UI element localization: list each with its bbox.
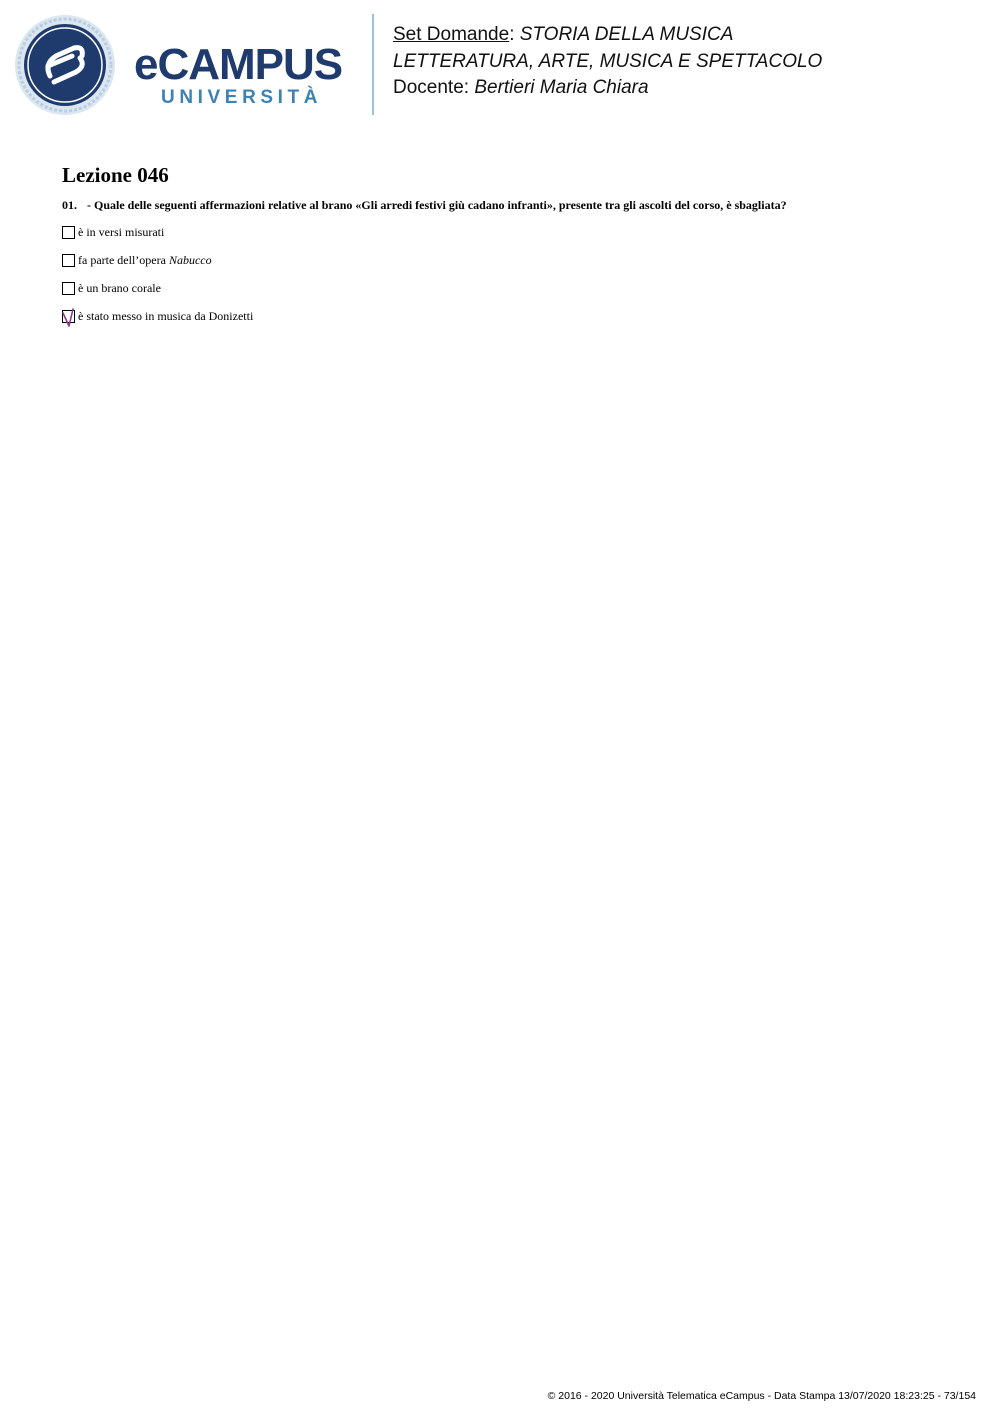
set-label: Set Domande — [393, 24, 510, 45]
answer-label-italic: Nabucco — [168, 253, 212, 267]
answer-option[interactable] — [62, 280, 161, 296]
question-number: 01. — [62, 198, 77, 212]
page-footer: © 2016 - 2020 Università Telematica eCampus - Data Stampa 13/07/2020 18:23:25 - 73/154 — [547, 1390, 976, 1402]
answer-checkbox-checked[interactable] — [62, 310, 75, 323]
answer-option[interactable] — [62, 224, 164, 240]
header-divider — [372, 14, 374, 115]
question-prompt: - Quale delle seguenti affermazioni relative al brano «Gli arredi festivi giù cadano infranti», presente tra gli ascolti del corso, è sbagliata? — [87, 198, 787, 212]
answer-option[interactable] — [62, 252, 212, 268]
answer-label: è un brano corale — [78, 281, 161, 295]
answer-checkbox[interactable] — [62, 282, 75, 295]
teacher-label: Docente: — [393, 77, 475, 98]
teacher-name: Bertieri Maria Chiara — [474, 77, 649, 98]
teacher-line — [393, 75, 822, 102]
answer-label: è stato messo in musica da Donizetti — [78, 309, 254, 323]
course-line-2: LETTERATURA, ARTE, MUSICA E SPETTACOLO — [393, 50, 823, 72]
header-info — [393, 22, 822, 102]
ecampus-seal-logo — [14, 14, 116, 116]
lesson-title: Lezione 046 — [62, 163, 169, 187]
set-separator: : — [509, 24, 520, 45]
answer-checkbox[interactable] — [62, 254, 75, 267]
question-text — [62, 198, 962, 213]
answer-checkbox[interactable] — [62, 226, 75, 239]
course-name: STORIA DELLA MUSICA — [519, 24, 734, 45]
brand-name: eCAMPUS — [134, 40, 343, 89]
ecampus-wordmark — [134, 40, 356, 114]
answer-label: fa parte dell’opera — [78, 253, 169, 267]
brand-subtitle: UNIVERSITÀ — [161, 87, 323, 108]
checkmark-icon — [60, 307, 80, 329]
answer-label: è in versi misurati — [78, 225, 165, 239]
answer-option[interactable] — [62, 308, 253, 324]
course-line-1 — [393, 22, 822, 49]
